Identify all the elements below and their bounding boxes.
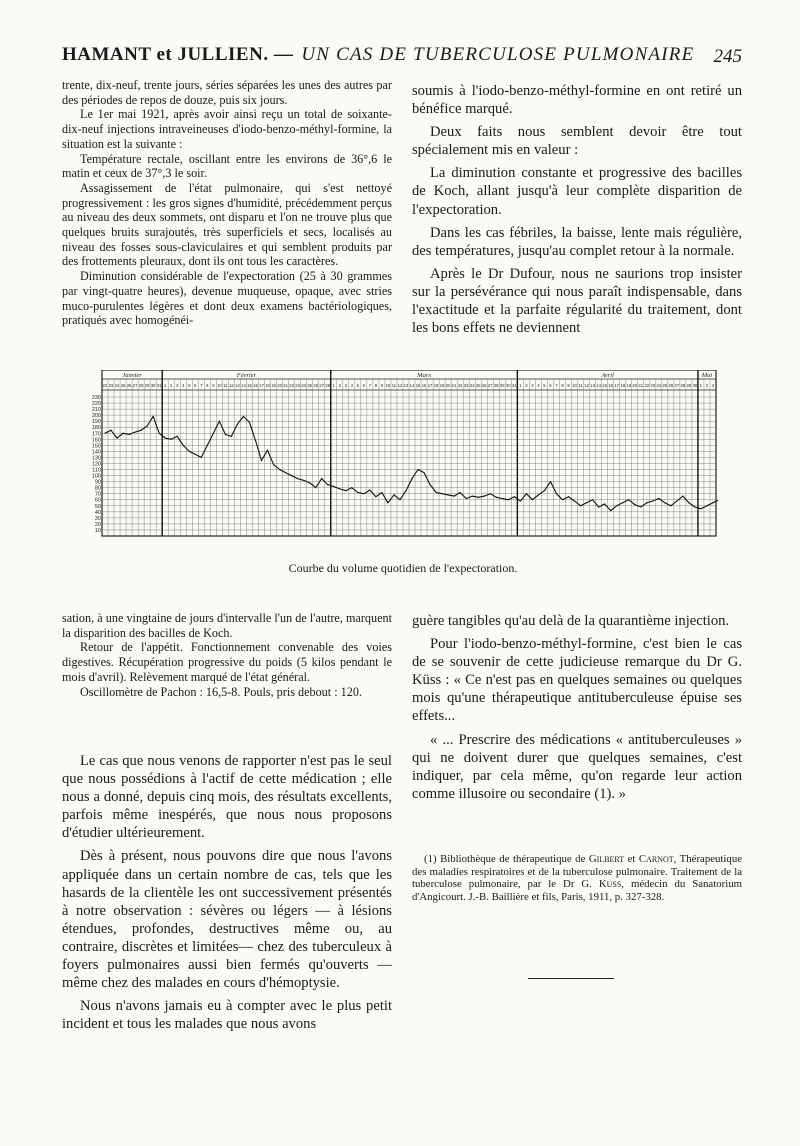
day-tick-label: 7 bbox=[200, 383, 203, 388]
y-tick-label: 80 bbox=[94, 485, 101, 492]
day-tick-label: 4 bbox=[350, 383, 353, 388]
data-point bbox=[574, 500, 575, 501]
data-point bbox=[122, 433, 123, 434]
data-point bbox=[417, 469, 418, 470]
data-point bbox=[195, 454, 196, 455]
y-tick-label: 230 bbox=[91, 395, 101, 402]
y-tick-label: 130 bbox=[91, 455, 101, 462]
day-tick-label: 14 bbox=[409, 383, 415, 388]
y-tick-label: 180 bbox=[91, 425, 101, 432]
day-tick-label: 12 bbox=[229, 383, 234, 388]
y-tick-label: 160 bbox=[91, 437, 101, 444]
day-tick-label: 25 bbox=[120, 383, 126, 388]
author-name: G. Kuss, bbox=[581, 878, 624, 891]
day-tick-label: 10 bbox=[385, 383, 391, 388]
day-tick-label: 2 bbox=[705, 383, 709, 388]
paragraph: Après le Dr Dufour, nous ne saurions trop insister sur la persévérance qui nous paraît indispensable, dans l'exactitude et la parfaite régularité du traitement, dont les bons effets ne deviennent bbox=[412, 265, 742, 337]
y-tick-label: 220 bbox=[91, 401, 101, 408]
data-point bbox=[135, 431, 136, 432]
day-tick-label: 8 bbox=[561, 383, 564, 388]
day-tick-label: 5 bbox=[543, 383, 546, 388]
day-tick-label: 30 bbox=[150, 383, 156, 388]
day-tick-label: 2 bbox=[170, 383, 173, 388]
data-point bbox=[405, 490, 406, 491]
data-point bbox=[550, 481, 551, 482]
data-point bbox=[207, 445, 208, 446]
day-tick-label: 19 bbox=[439, 383, 445, 388]
data-point bbox=[387, 502, 388, 503]
day-tick-label: 12 bbox=[584, 383, 589, 388]
day-tick-label: 13 bbox=[403, 383, 409, 388]
day-tick-label: 18 bbox=[620, 383, 626, 388]
data-point bbox=[363, 493, 364, 494]
footnote-text bbox=[412, 853, 742, 903]
data-point bbox=[315, 487, 316, 488]
day-tick-label: 17 bbox=[427, 383, 433, 388]
day-tick-label: 25 bbox=[307, 383, 313, 388]
data-point bbox=[556, 493, 557, 494]
y-tick-label: 100 bbox=[91, 473, 101, 480]
data-point bbox=[496, 497, 497, 498]
month-label: Mai bbox=[701, 372, 713, 379]
day-tick-label: 29 bbox=[144, 383, 150, 388]
day-tick-label: 6 bbox=[194, 383, 197, 388]
data-point bbox=[634, 504, 635, 505]
day-tick-label: 21 bbox=[283, 383, 288, 388]
day-tick-label: 25 bbox=[662, 383, 668, 388]
day-tick-label: 28 bbox=[138, 383, 144, 388]
data-point bbox=[484, 496, 485, 497]
data-point bbox=[423, 472, 424, 473]
data-point bbox=[357, 492, 358, 493]
data-point bbox=[502, 498, 503, 499]
day-tick-label: 26 bbox=[126, 383, 132, 388]
data-point bbox=[688, 502, 689, 503]
day-tick-label: 27 bbox=[319, 383, 325, 388]
day-tick-label: 16 bbox=[608, 383, 613, 388]
day-tick-label: 20 bbox=[277, 383, 282, 388]
day-tick-label: 3 bbox=[531, 383, 534, 388]
chart-svg bbox=[88, 370, 718, 545]
data-point bbox=[183, 445, 184, 446]
paragraph: Dans les cas fébriles, la baisse, lente mais régulière, des températures, jusqu'au complet retour à la normale. bbox=[412, 224, 742, 259]
data-point bbox=[622, 502, 623, 503]
day-tick-label: 8 bbox=[206, 383, 209, 388]
right-column-top bbox=[412, 82, 742, 337]
day-tick-label: 15 bbox=[602, 383, 607, 388]
day-tick-label: 24 bbox=[301, 383, 306, 388]
day-tick-label: 21 bbox=[638, 383, 644, 388]
data-point bbox=[333, 486, 334, 487]
y-tick-label: 50 bbox=[94, 503, 101, 510]
day-tick-label: 30 bbox=[505, 383, 511, 388]
month-label: Janvier bbox=[122, 372, 142, 379]
day-tick-label: 9 bbox=[567, 383, 570, 388]
data-point bbox=[664, 502, 665, 503]
data-point bbox=[592, 499, 593, 500]
day-tick-label: 14 bbox=[596, 383, 601, 388]
y-tick-label: 190 bbox=[91, 419, 101, 426]
author-name: Gilbert bbox=[588, 853, 625, 865]
data-point bbox=[177, 436, 178, 437]
data-point bbox=[628, 499, 629, 500]
day-tick-label: 10 bbox=[217, 383, 222, 388]
data-point bbox=[285, 472, 286, 473]
data-point bbox=[231, 436, 232, 437]
data-point bbox=[291, 475, 292, 476]
author-name: Carnot, bbox=[638, 853, 677, 865]
data-point bbox=[339, 488, 340, 489]
footnote-marker: (1) bbox=[424, 853, 437, 865]
data-point bbox=[478, 497, 479, 498]
data-point bbox=[658, 498, 659, 499]
data-point bbox=[219, 421, 220, 422]
day-tick-label: 22 bbox=[102, 383, 108, 388]
data-point bbox=[345, 490, 346, 491]
day-tick-label: 14 bbox=[241, 383, 246, 388]
paragraph: soumis à l'iodo-benzo-méthyl-formine en ont retiré un bénéfice marqué. bbox=[412, 83, 742, 118]
month-label: Mars bbox=[417, 372, 431, 379]
header-title: UN CAS DE TUBERCULOSE PULMONAIRE bbox=[301, 44, 695, 65]
data-point bbox=[562, 499, 563, 500]
data-point bbox=[159, 433, 160, 434]
day-tick-label: 31 bbox=[512, 383, 517, 388]
day-tick-label: 5 bbox=[188, 383, 191, 388]
day-tick-label: 22 bbox=[644, 383, 650, 388]
expectoration-chart bbox=[88, 370, 718, 545]
day-tick-label: 23 bbox=[463, 383, 469, 388]
data-point bbox=[466, 498, 467, 499]
day-tick-label: 4 bbox=[182, 383, 185, 388]
data-point bbox=[147, 425, 148, 426]
data-point bbox=[646, 502, 647, 503]
day-tick-label: 24 bbox=[656, 383, 662, 388]
day-tick-label: 3 bbox=[711, 383, 715, 388]
day-tick-label: 4 bbox=[537, 383, 540, 388]
data-point bbox=[351, 487, 352, 488]
data-point bbox=[261, 460, 262, 461]
day-tick-label: 22 bbox=[289, 383, 294, 388]
data-point bbox=[104, 433, 105, 434]
y-tick-label: 200 bbox=[91, 413, 101, 420]
day-tick-label: 6 bbox=[362, 383, 366, 388]
footnote-part: Thérapeutique des maladies respiratoires et de la tuberculose pulmonaire. Traitement de la tuberculose pulmonaire, par le Dr bbox=[412, 853, 743, 891]
data-point bbox=[201, 457, 202, 458]
data-point bbox=[616, 505, 617, 506]
data-point bbox=[255, 440, 256, 441]
data-point bbox=[213, 433, 214, 434]
day-tick-label: 28 bbox=[493, 383, 499, 388]
data-point bbox=[448, 494, 449, 495]
day-tick-label: 12 bbox=[397, 383, 403, 388]
paragraph: Oscillomètre de Pachon : 16,5-8. Pouls, pris debout : 120. bbox=[80, 684, 362, 699]
day-tick-label: 20 bbox=[632, 383, 638, 388]
data-point bbox=[171, 439, 172, 440]
day-tick-label: 29 bbox=[686, 383, 692, 388]
day-tick-label: 9 bbox=[212, 383, 215, 388]
day-tick-label: 31 bbox=[156, 383, 162, 388]
data-point bbox=[508, 499, 509, 500]
day-tick-label: 27 bbox=[674, 383, 680, 388]
data-point bbox=[472, 496, 473, 497]
data-point bbox=[297, 478, 298, 479]
data-point bbox=[249, 422, 250, 423]
day-tick-label: 5 bbox=[356, 383, 360, 388]
right-column-bottom bbox=[412, 612, 742, 803]
day-tick-label: 26 bbox=[668, 383, 674, 388]
y-tick-label: 70 bbox=[94, 491, 101, 498]
data-point bbox=[327, 484, 328, 485]
y-tick-label: 90 bbox=[94, 479, 101, 486]
paragraph: Retour de l'appétit. Fonctionnement convenable des voies digestives. Récupération progressive du poids (5 kilos pendant le mois d'avril). Relèvement marqué de l'état général. bbox=[62, 640, 392, 684]
day-tick-label: 1 bbox=[699, 383, 703, 388]
paragraph: trente, dix-neuf, trente jours, séries séparées les unes des autres par des périodes de repos de douze, puis six jours. bbox=[62, 78, 392, 107]
y-tick-label: 120 bbox=[91, 461, 101, 468]
day-tick-label: 23 bbox=[650, 383, 656, 388]
left-column-bottom-small bbox=[62, 611, 392, 699]
day-tick-label: 18 bbox=[433, 383, 439, 388]
data-point bbox=[309, 482, 310, 483]
data-point bbox=[225, 434, 226, 435]
y-tick-label: 210 bbox=[91, 407, 101, 414]
header-authors: HAMANT et JULLIEN. — bbox=[62, 44, 294, 65]
day-tick-label: 1 bbox=[332, 383, 335, 388]
day-tick-label: 22 bbox=[457, 383, 463, 388]
data-point bbox=[399, 499, 400, 500]
paragraph: « ... Prescrire des médications « antituberculeuses » qui ne doivent durer que quelques semaines, c'est indiquer, par cela même, qu'on regarde leur action comme illusoire ou secondaire (1). » bbox=[412, 731, 742, 802]
day-tick-label: 16 bbox=[421, 383, 427, 388]
data-point bbox=[243, 416, 244, 417]
data-point bbox=[128, 434, 129, 435]
day-tick-label: 9 bbox=[380, 383, 384, 388]
end-rule bbox=[528, 978, 614, 979]
data-point bbox=[110, 430, 111, 431]
data-point bbox=[514, 496, 515, 497]
paragraph: Le 1er mai 1921, après avoir ainsi reçu un total de soixante-dix-neuf injections intraveineuses d'iodo-benzo-méthyl-formine, la situation est la suivante : bbox=[62, 107, 392, 151]
data-point bbox=[279, 469, 280, 470]
day-tick-label: 7 bbox=[555, 383, 558, 388]
footnote-part: Bibliothèque de thérapeutique de bbox=[440, 853, 586, 865]
day-tick-label: 24 bbox=[114, 383, 120, 388]
day-tick-label: 17 bbox=[614, 383, 620, 388]
data-point bbox=[538, 494, 539, 495]
paragraph: Dès à présent, nous pouvons dire que nous l'avons appliquée dans un certain nombre de cas, tels que les hasards de la clientèle les ont successivement présentés à notre observation : sévères ou légers — à lésions étendues, profondes, destructives même ou, au contraire, discrètes et limitées— chez des tuberculeux à foyers pulmonaires aussi bien fermés qu'ouverts — même chez des malades en cours d'hémoptysie. bbox=[62, 848, 392, 992]
data-point bbox=[694, 506, 695, 507]
data-point bbox=[381, 492, 382, 493]
running-header bbox=[62, 44, 742, 74]
y-tick-label: 140 bbox=[91, 449, 101, 456]
day-tick-label: 24 bbox=[469, 383, 475, 388]
day-tick-label: 1 bbox=[519, 383, 522, 388]
day-tick-label: 23 bbox=[295, 383, 300, 388]
day-tick-label: 19 bbox=[271, 383, 276, 388]
day-tick-label: 26 bbox=[481, 383, 487, 388]
paragraph: Diminution considérable de l'expectoration (25 à 30 grammes par vingt-quatre heures), devenue muqueuse, opaque, avec stries muco-purulentes légères et dont deux examens bactériologiques, pratiqués avec homogénéi- bbox=[62, 269, 392, 328]
y-tick-label: 60 bbox=[94, 497, 101, 504]
month-label: Février bbox=[236, 372, 257, 379]
day-tick-label: 10 bbox=[572, 383, 577, 388]
y-tick-label: 20 bbox=[94, 521, 101, 528]
data-point bbox=[676, 500, 677, 501]
data-point bbox=[520, 500, 521, 501]
data-point bbox=[568, 496, 569, 497]
day-tick-label: 11 bbox=[578, 383, 583, 388]
day-tick-label: 7 bbox=[368, 383, 372, 388]
data-point bbox=[165, 438, 166, 439]
data-point bbox=[237, 424, 238, 425]
day-tick-label: 3 bbox=[176, 383, 179, 388]
y-tick-label: 40 bbox=[94, 509, 101, 516]
data-point bbox=[652, 500, 653, 501]
y-tick-label: 30 bbox=[94, 515, 101, 522]
paragraph: Température rectale, oscillant entre les environs de 36°,6 le matin et ceux de 37°,3 le soir. bbox=[62, 151, 392, 181]
day-tick-label: 13 bbox=[235, 383, 240, 388]
footnote-part: et bbox=[627, 853, 636, 865]
data-point bbox=[532, 499, 533, 500]
y-tick-label: 150 bbox=[91, 443, 101, 450]
paragraph: La diminution constante et progressive des bacilles de Koch, allant jusqu'à leur complète disparition de l'expectoration. bbox=[412, 165, 742, 218]
data-point bbox=[141, 430, 142, 431]
figure-caption: Courbe du volume quotidien de l'expectoration. bbox=[288, 561, 518, 575]
data-point bbox=[375, 496, 376, 497]
data-point bbox=[580, 505, 581, 506]
day-tick-label: 2 bbox=[525, 383, 528, 388]
day-tick-label: 23 bbox=[108, 383, 114, 388]
paragraph: Nous n'avons jamais eu à compter avec le plus petit incident et tous les malades que nous avons bbox=[62, 998, 392, 1033]
data-point bbox=[321, 478, 322, 479]
data-point bbox=[442, 493, 443, 494]
data-point bbox=[393, 494, 394, 495]
day-tick-label: 21 bbox=[451, 383, 457, 388]
data-point bbox=[526, 493, 527, 494]
data-point bbox=[610, 510, 611, 511]
data-point bbox=[640, 506, 641, 507]
y-tick-label: 10 bbox=[94, 527, 101, 534]
month-label: Avril bbox=[601, 372, 614, 379]
day-tick-label: 16 bbox=[253, 383, 258, 388]
data-point bbox=[490, 493, 491, 494]
day-tick-label: 28 bbox=[325, 383, 331, 388]
day-tick-label: 11 bbox=[391, 383, 397, 388]
paragraph: Assagissement de l'état pulmonaire, qui s'est nettoyé progressivement : les gros signes d'humidité, précédemment perçus au niveau des deux sommets, ont disparu et l'on ne trouve plus que quelques bruits surajoutés, très superficiels et secs, localisés au niveau des fosses sous-claviculaires et qui semblent produits par des frottements pleuraux, dont ils ont tous les caractères. bbox=[62, 180, 392, 269]
data-point bbox=[712, 502, 713, 503]
data-point bbox=[670, 505, 671, 506]
data-point bbox=[706, 505, 707, 506]
left-column-top bbox=[62, 78, 392, 328]
day-tick-label: 27 bbox=[132, 383, 138, 388]
day-tick-label: 26 bbox=[313, 383, 319, 388]
data-point bbox=[303, 480, 304, 481]
footnote bbox=[412, 853, 742, 903]
data-point bbox=[598, 506, 599, 507]
day-tick-label: 1 bbox=[164, 383, 167, 388]
left-column-bottom-large bbox=[62, 752, 392, 1033]
y-tick-label: 110 bbox=[92, 467, 101, 474]
data-point bbox=[273, 464, 274, 465]
paragraph: Pour l'iodo-benzo-méthyl-formine, c'est bien le cas de se souvenir de cette judicieuse remarque du Dr G. Küss : « Ce n'est pas en quelques semaines ou quelques mois qu'une thérapeutique antituberculeuse épuise ses effets... bbox=[412, 636, 742, 725]
data-point bbox=[369, 489, 370, 490]
day-tick-label: 17 bbox=[259, 383, 264, 388]
data-point bbox=[454, 496, 455, 497]
paragraph: Le cas que nous venons de rapporter n'est pas le seul que nous possédions à l'actif de cette médication ; elle nous a donné, depuis cinq mois, des résultats excellents, parfois même inespérés, que nous nous proposons d'étudier ultérieurement. bbox=[62, 753, 392, 842]
data-point bbox=[267, 450, 268, 451]
day-tick-label: 15 bbox=[247, 383, 252, 388]
data-point bbox=[189, 451, 190, 452]
data-point bbox=[411, 478, 412, 479]
data-point bbox=[682, 496, 683, 497]
page-number: 245 bbox=[713, 46, 742, 67]
day-tick-label: 29 bbox=[499, 383, 505, 388]
footnote-part: médecin du Sanatorium d'Angicourt. J.-B. Baillière et fils, Paris, 1911, p. 327-328. bbox=[412, 878, 743, 903]
day-tick-label: 6 bbox=[549, 383, 552, 388]
day-tick-label: 11 bbox=[223, 383, 228, 388]
day-tick-label: 2 bbox=[338, 383, 341, 388]
data-point bbox=[116, 438, 117, 439]
day-tick-label: 27 bbox=[487, 383, 493, 388]
day-tick-label: 28 bbox=[680, 383, 686, 388]
data-point bbox=[153, 416, 154, 417]
data-point bbox=[586, 502, 587, 503]
data-point bbox=[700, 508, 701, 509]
day-tick-label: 25 bbox=[475, 383, 481, 388]
paragraph: sation, à une vingtaine de jours d'intervalle l'un de l'autre, marquent la disparition des bacilles de Koch. bbox=[62, 611, 392, 640]
data-point bbox=[544, 490, 545, 491]
data-point bbox=[435, 492, 436, 493]
day-tick-label: 30 bbox=[692, 383, 698, 388]
day-tick-label: 20 bbox=[445, 383, 451, 388]
day-tick-label: 18 bbox=[265, 383, 270, 388]
data-point bbox=[604, 503, 605, 504]
paragraph: guère tangibles qu'au delà de la quarantième injection. bbox=[412, 613, 730, 629]
day-tick-label: 19 bbox=[626, 383, 632, 388]
day-tick-label: 13 bbox=[590, 383, 595, 388]
day-tick-label: 8 bbox=[374, 383, 378, 388]
data-point bbox=[429, 484, 430, 485]
day-tick-label: 15 bbox=[415, 383, 421, 388]
y-tick-label: 170 bbox=[91, 431, 101, 438]
paragraph: Deux faits nous semblent devoir être tout spécialement mis en valeur : bbox=[412, 124, 742, 159]
data-point bbox=[460, 492, 461, 493]
day-tick-label: 3 bbox=[344, 383, 347, 388]
